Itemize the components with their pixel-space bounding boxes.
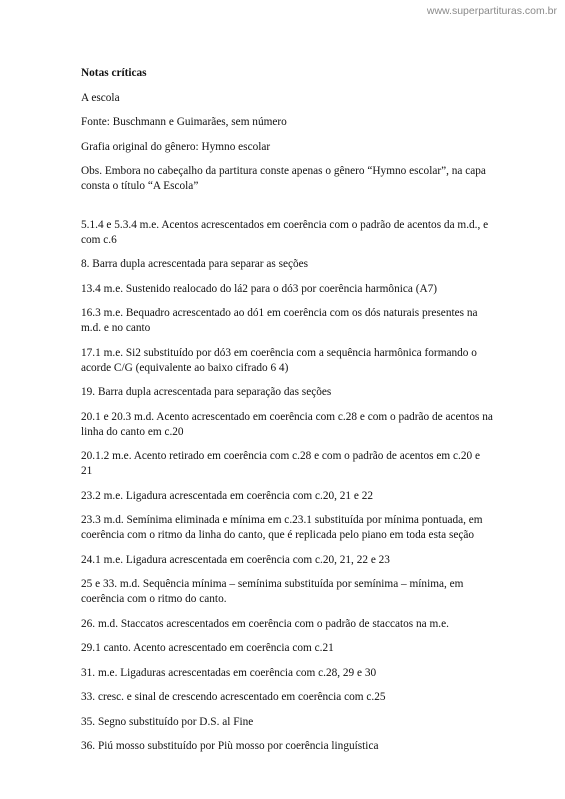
note-item: 33. cresc. e sinal de crescendo acrescentado em coerência com c.25 [81,691,386,703]
note-item: 8. Barra dupla acrescentada para separar as seções [81,258,309,270]
site-url: www.superpartituras.com.br [426,5,557,17]
note-item: 24.1 m.e. Ligadura acrescentada em coerência com c.20, 21, 22 e 23 [81,553,390,566]
note-item: 19. Barra dupla acrescentada para separação das seções [81,386,332,398]
note-item: 35. Segno substituído por D.S. al Fine [81,715,254,728]
note-item: 17.1 m.e. Si2 substituído por dó3 em coerência com a sequência harmônica formando o acorde C/G (equivalente ao baixo cifrado 6 4) [81,346,477,374]
note-item: 36. Piú mosso substituído por Più mosso por coerência linguística [81,740,379,752]
work-title: A escola [81,91,120,104]
note-item: 26. m.d. Staccatos acrescentados em coerência com o padrão de staccatos na m.e. [81,617,449,630]
note-item: 20.1.2 m.e. Acento retirado em coerência com c.28 e com o padrão de acentos em c.20 e 21 [81,450,480,477]
note-item: 23.3 m.d. Semínima eliminada e mínima em c.23.1 substituída por mínima pontuada, em coerência com o ritmo da linha do canto, que é replicada pelo piano em toda esta seção [81,514,483,541]
note-item: 5.1.4 e 5.3.4 m.e. Acentos acrescentados em coerência com o padrão de acentos da m.d., e com c.6 [81,218,489,246]
note-item: 29.1 canto. Acento acrescentado em coerência com c.21 [81,642,334,654]
source-line: Fonte: Buschmann e Guimarães, sem número [81,116,287,128]
note-item: 23.2 m.e. Ligadura acrescentada em coerência com c.20, 21 e 22 [81,489,374,502]
observation-line: Obs. Embora no cabeçalho da partitura conste apenas o gênero “Hymno escolar”, na capa consta o título “A Escola” [81,165,486,192]
note-item: 16.3 m.e. Bequadro acrescentado ao dó1 em coerência com os dós naturais presentes na m.d. e no canto [81,307,478,334]
critical-notes-section [81,66,493,764]
note-item: 13.4 m.e. Sustenido realocado do lá2 para o dó3 por coerência harmônica (A7) [81,282,438,295]
spacer [81,204,493,218]
note-item: 20.1 e 20.3 m.d. Acento acrescentado em coerência com c.28 e com o padrão de acentos na linha do canto em c.20 [81,410,493,438]
note-item: 25 e 33. m.d. Sequência mínima – semínima substituída por semínima – mínima, em coerência com o ritmo do canto. [81,578,464,605]
section-heading: Notas críticas [81,67,147,79]
genre-line: Grafia original do gênero: Hymno escolar [81,140,271,153]
note-item: 31. m.e. Ligaduras acrescentadas em coerência com c.28, 29 e 30 [81,666,377,679]
